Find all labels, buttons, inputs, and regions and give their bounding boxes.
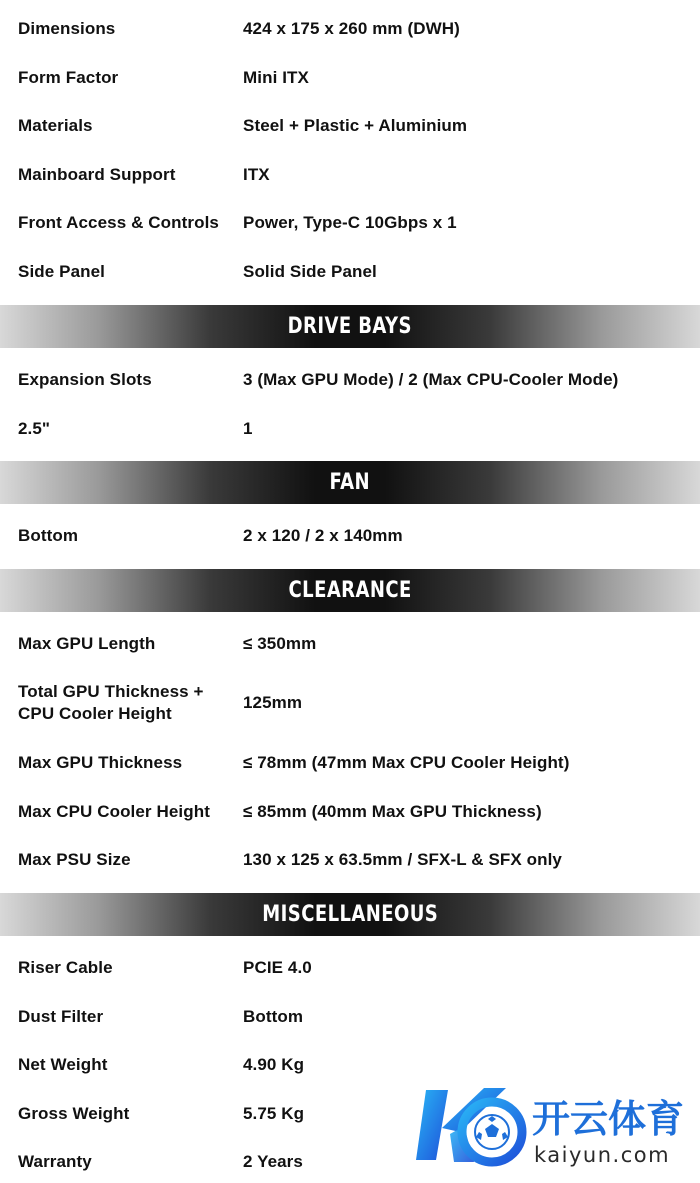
section-title: DRIVE BAYS [287,314,413,339]
spec-label: Max PSU Size [18,850,131,869]
spec-row-total-gpu-thickness [0,681,700,725]
spec-row-side-panel [0,261,700,283]
spec-value: 4.90 Kg [243,1055,305,1074]
kaiyun-watermark-logo [414,1082,694,1172]
spec-row-max-cpu-cooler-height [0,801,700,823]
spec-value: 1 [243,419,253,438]
spec-label: Max GPU Length [18,634,156,653]
spec-value: Power, Type-C 10Gbps x 1 [243,213,457,232]
section-title: MISCELLANEOUS [262,902,438,927]
spec-label: Total GPU Thickness + CPU Cooler Height [18,682,204,723]
spec-label: Materials [18,116,93,135]
spec-label: Max GPU Thickness [18,753,183,772]
spec-label: Bottom [18,526,79,545]
spec-row-max-gpu-thickness [0,752,700,774]
spec-value: PCIE 4.0 [243,958,312,977]
spec-value: ITX [243,165,270,184]
spec-value: 130 x 125 x 63.5mm / SFX-L & SFX only [243,850,562,869]
spec-label: 2.5" [18,419,51,438]
spec-row-materials [0,115,700,137]
spec-row-expansion-slots [0,369,700,391]
spec-row-max-gpu-length [0,633,700,655]
spec-value: Bottom [243,1007,304,1026]
spec-label: Mainboard Support [18,165,176,184]
spec-row-max-psu-size [0,849,700,871]
section-header-fan [0,461,700,504]
spec-row-dimensions [0,18,700,40]
spec-label: Warranty [18,1152,92,1171]
spec-label: Expansion Slots [18,370,152,389]
section-header-clearance [0,569,700,612]
spec-label: Max CPU Cooler Height [18,802,210,821]
spec-label: Side Panel [18,262,105,281]
spec-row-front-access [0,212,700,234]
section-title: CLEARANCE [288,578,412,603]
spec-label: Riser Cable [18,958,113,977]
spec-row-riser-cable [0,957,700,979]
spec-label: Net Weight [18,1055,108,1074]
spec-row-fan-bottom [0,525,700,547]
spec-value: Solid Side Panel [243,262,377,281]
spec-value: ≤ 85mm (40mm Max GPU Thickness) [243,802,542,821]
brand-url-text: kaiyun.com [534,1143,671,1167]
spec-value: ≤ 350mm [243,634,317,653]
spec-value: 125mm [243,693,303,712]
brand-cn-text: 开云体育 [532,1097,685,1141]
spec-row-2-5-inch [0,418,700,440]
spec-value: ≤ 78mm (47mm Max CPU Cooler Height) [243,753,570,772]
spec-value: 2 x 120 / 2 x 140mm [243,526,403,545]
spec-row-mainboard-support [0,164,700,186]
kaiyun-logo-icon [414,1082,694,1172]
spec-value: 3 (Max GPU Mode) / 2 (Max CPU-Cooler Mode) [243,370,619,389]
section-title: FAN [329,470,371,495]
section-header-miscellaneous [0,893,700,936]
spec-value: 5.75 Kg [243,1104,305,1123]
spec-value: 2 Years [243,1152,303,1171]
spec-label: Dimensions [18,19,116,38]
spec-row-net-weight [0,1054,700,1076]
spec-value: Steel + Plastic + Aluminium [243,116,468,135]
spec-label: Front Access & Controls [18,213,219,232]
spec-value: Mini ITX [243,68,309,87]
spec-row-form-factor [0,67,700,89]
spec-row-dust-filter [0,1006,700,1028]
section-header-drive-bays [0,305,700,348]
spec-label: Form Factor [18,68,119,87]
spec-label: Dust Filter [18,1007,104,1026]
spec-value: 424 x 175 x 260 mm (DWH) [243,19,460,38]
spec-label: Gross Weight [18,1104,130,1123]
